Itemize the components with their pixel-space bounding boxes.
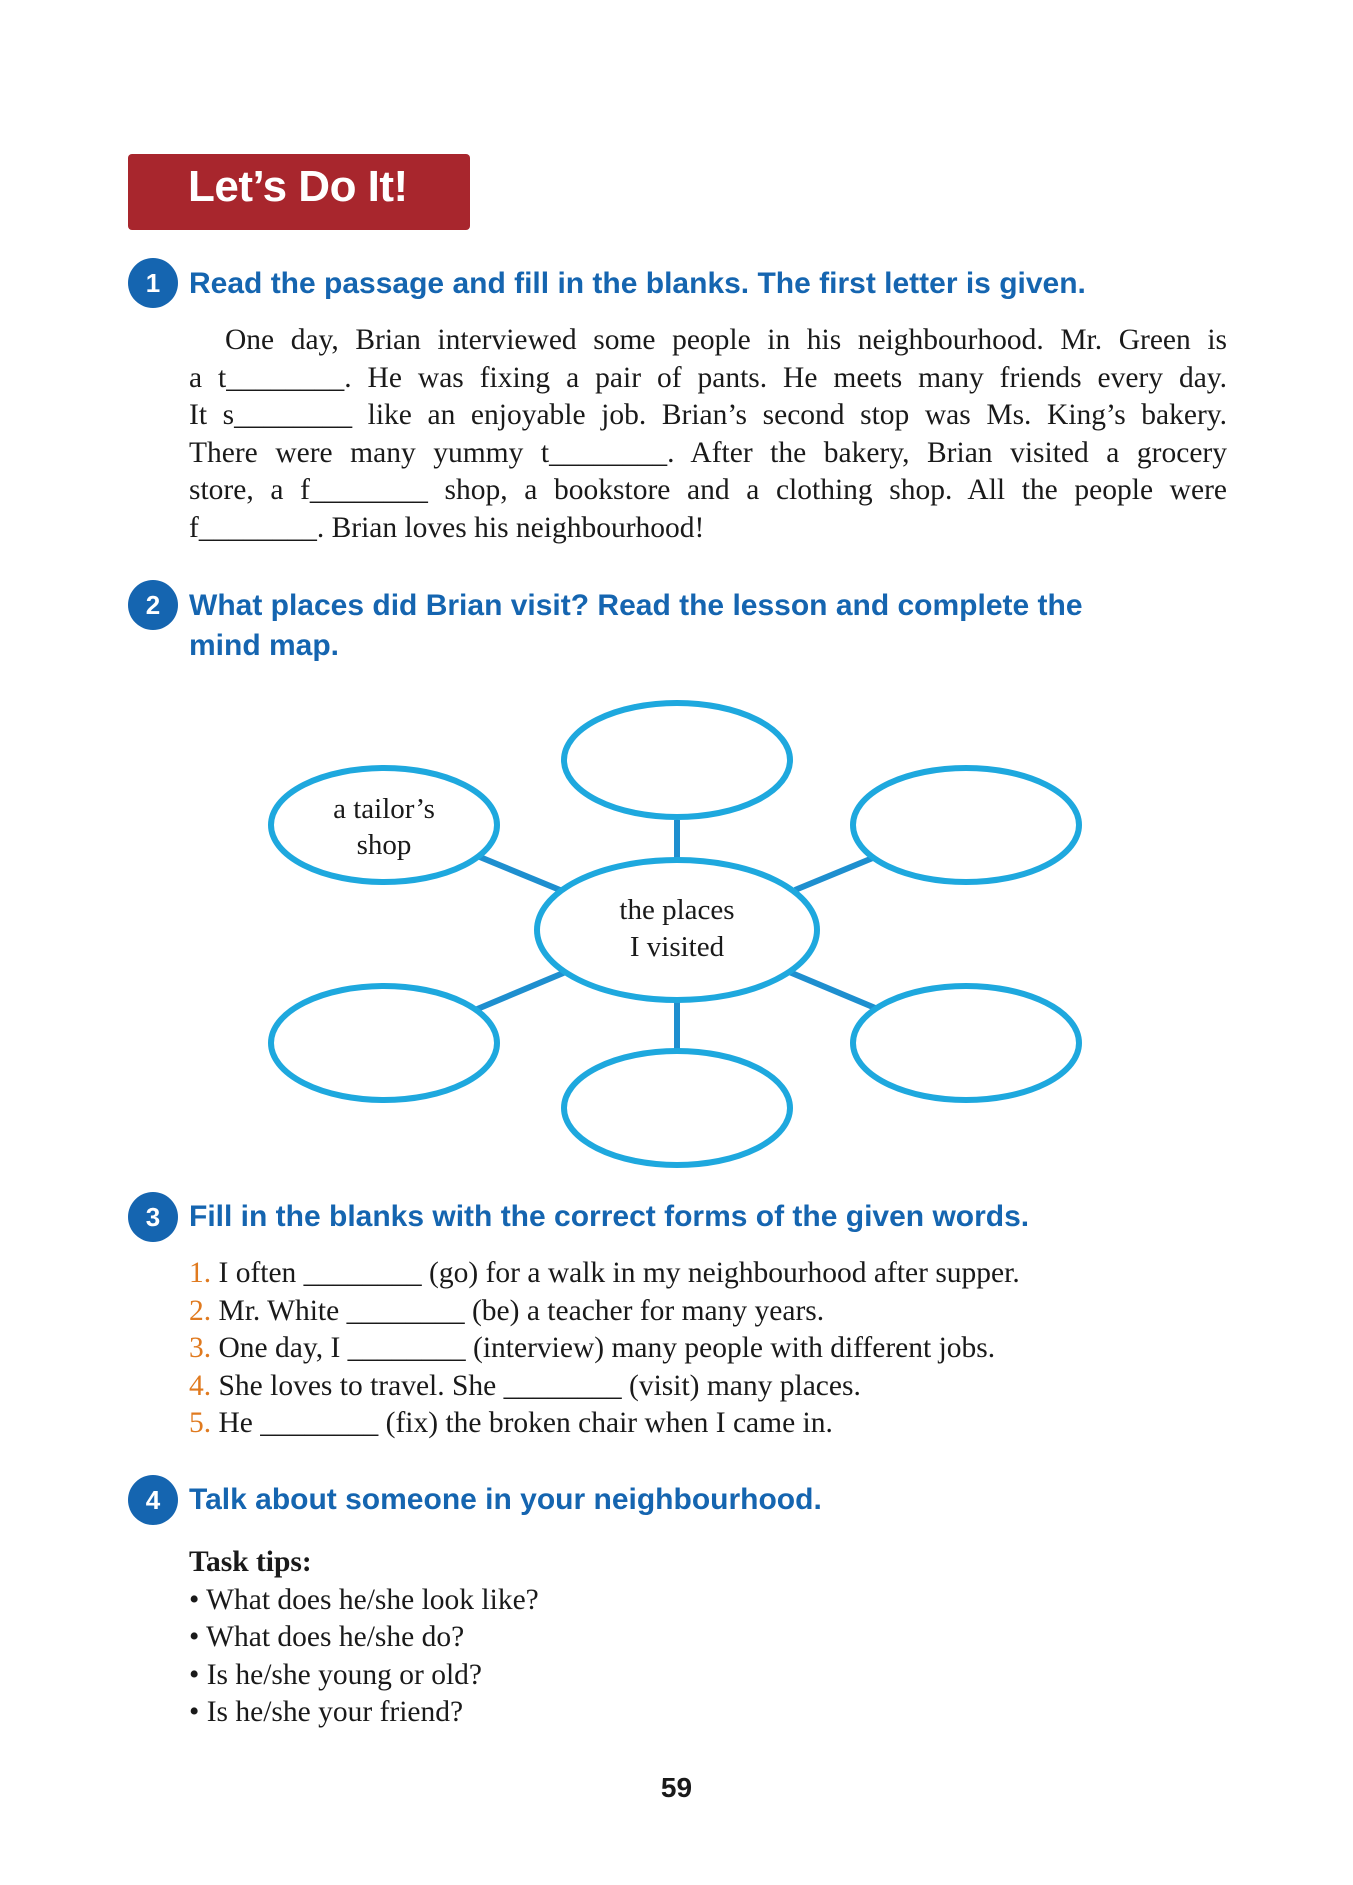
filled-bubble-line-1: a tailor’s: [333, 793, 435, 825]
list-item: [189, 1330, 1020, 1368]
task-tips-title: Task tips:: [189, 1546, 312, 1578]
section-banner: [128, 154, 470, 230]
passage-line: f________. Brian loves his neighbourhood!: [189, 511, 705, 544]
empty-bubble-bottom-right: [853, 986, 1079, 1100]
section-2-heading-line-1: What places did Brian visit? Read the lesson and complete the: [189, 589, 1083, 622]
task-tips: [189, 1544, 539, 1732]
page-number: 59: [660, 1772, 693, 1803]
empty-bubble-bottom-left: [271, 986, 497, 1100]
empty-bubble-bottom: [564, 1051, 790, 1165]
exercise-list: [189, 1255, 1020, 1443]
item-number: 2.: [189, 1294, 212, 1327]
section-1-heading: Read the passage and fill in the blanks. The first letter is given.: [189, 267, 1086, 300]
section-4-number: 4: [128, 1475, 178, 1525]
passage-line: One day, Brian interviewed some people in his neighbourhood. Mr. Green is: [225, 324, 1227, 356]
item-text: I often ________ (go) for a walk in my neighbourhood after supper.: [218, 1257, 1020, 1289]
tip-item: • Is he/she your friend?: [189, 1696, 464, 1728]
tip-item: • What does he/she do?: [189, 1621, 465, 1653]
list-item: [189, 1368, 1020, 1406]
section-3-heading: Fill in the blanks with the correct forms of the given words.: [189, 1200, 1030, 1233]
tip-item: • Is he/she young or old?: [189, 1658, 482, 1691]
center-bubble: [537, 860, 817, 1000]
center-bubble-line-1: the places: [619, 894, 735, 926]
passage-line: It s________ like an enjoyable job. Brian’s second stop was Ms. King’s bakery.: [189, 399, 1227, 431]
connector-top-right: [795, 855, 880, 890]
section-3-number: 3: [128, 1192, 178, 1242]
banner-title: Let’s Do It!: [188, 162, 408, 211]
list-item: [189, 1405, 1020, 1443]
passage: [189, 322, 1227, 547]
passage-line: There were many yummy t________. After the bakery, Brian visited a grocery: [189, 436, 1227, 469]
section-2-heading-line-2: mind map.: [189, 629, 340, 662]
item-text: He ________ (fix) the broken chair when I came in.: [218, 1407, 833, 1439]
empty-bubble-top: [564, 703, 790, 817]
tip-item: • What does he/she look like?: [189, 1583, 539, 1616]
item-text: One day, I ________ (interview) many people with different jobs.: [218, 1332, 996, 1364]
list-item: [189, 1293, 1020, 1331]
center-bubble-line-2: I visited: [629, 931, 725, 963]
filled-bubble-tailors-shop: [271, 768, 497, 882]
mind-map: [260, 690, 1100, 1180]
passage-line: a t________. He was fixing a pair of pants. He meets many friends every day.: [189, 361, 1227, 394]
section-2-heading: [189, 586, 1083, 666]
passage-line: store, a f________ shop, a bookstore and a clothing shop. All the people were: [189, 474, 1227, 506]
item-number: 1.: [189, 1257, 212, 1289]
section-1-number: 1: [128, 258, 178, 308]
section-4-heading: Talk about someone in your neighbourhood.: [189, 1483, 822, 1516]
section-2-number: 2: [128, 580, 178, 630]
empty-bubble-top-right: [853, 768, 1079, 882]
item-text: Mr. White ________ (be) a teacher for many years.: [218, 1294, 825, 1327]
list-item: [189, 1255, 1020, 1293]
item-number: 5.: [189, 1407, 212, 1439]
item-number: 3.: [189, 1332, 212, 1364]
item-text: She loves to travel. She ________ (visit) many places.: [218, 1369, 861, 1402]
item-number: 4.: [189, 1369, 212, 1402]
connector-top-left: [475, 855, 560, 890]
filled-bubble-line-2: shop: [356, 829, 412, 861]
